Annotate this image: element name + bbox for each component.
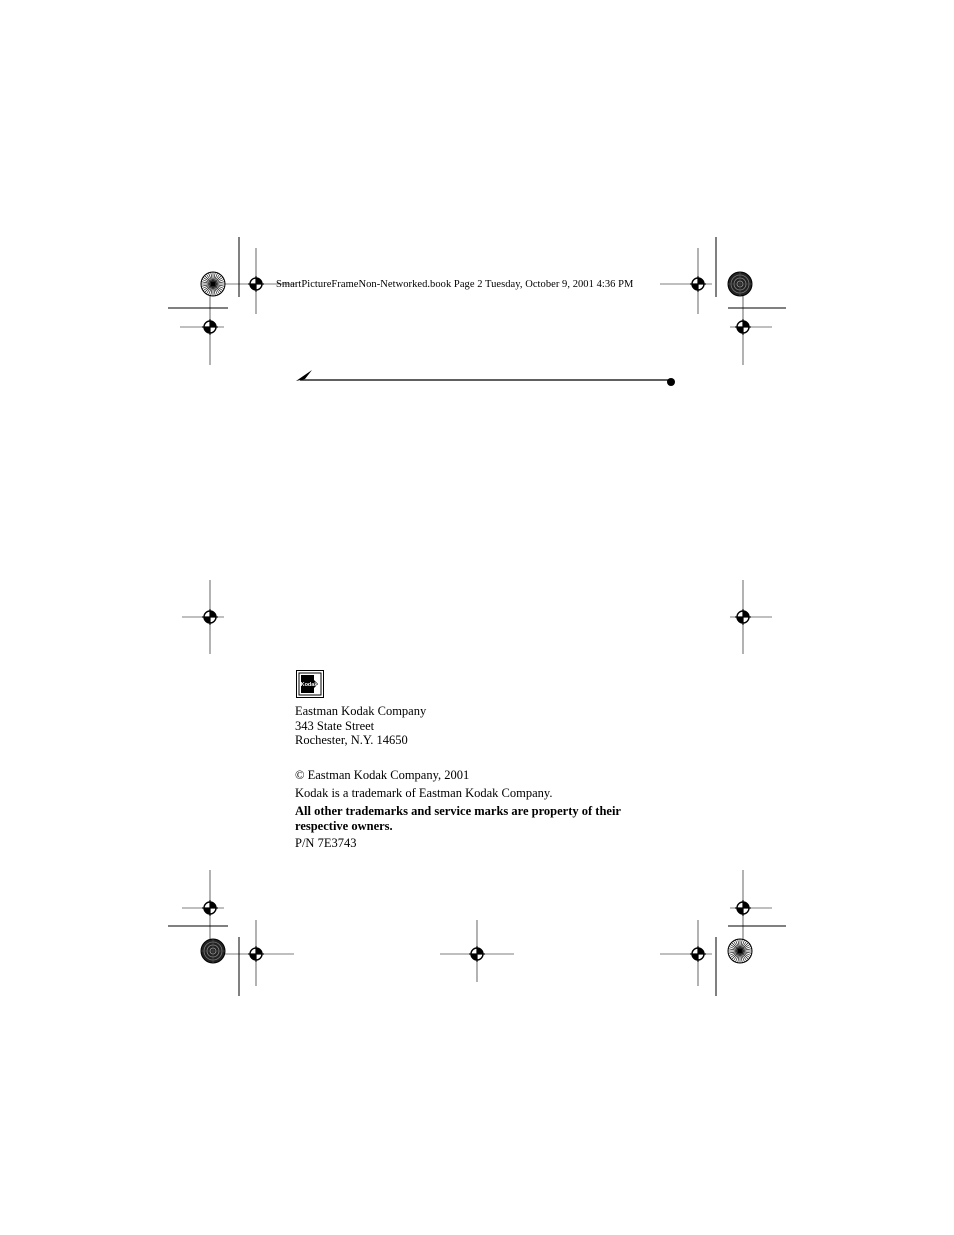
crop-mark-top-left (168, 237, 296, 365)
crop-mark-top-right (660, 237, 786, 365)
crop-mark-bottom-left (168, 870, 294, 996)
company-street: 343 State Street (295, 718, 375, 733)
kodak-logo-icon (296, 670, 324, 698)
page-rule-icon (296, 370, 675, 386)
print-info-header: SmartPictureFrameNon-Networked.book Page 2 Tuesday, October 9, 2001 4:36 PM (276, 279, 634, 290)
company-city: Rochester, N.Y. 14650 (295, 733, 408, 747)
crop-mark-middle-right (730, 580, 772, 654)
other-trademarks-notice: All other trademarks and service marks are property of their respective owners. (295, 804, 621, 833)
logo-wordmark: Kodak (300, 682, 318, 688)
legal-notices (295, 768, 655, 851)
crop-mark-bottom-center (440, 920, 514, 982)
part-number: P/N 7E3743 (295, 836, 357, 850)
company-address (295, 704, 426, 748)
crop-mark-middle-left (182, 580, 224, 654)
crop-mark-bottom-right (660, 870, 786, 996)
trademark-notice: Kodak is a trademark of Eastman Kodak Company. (295, 785, 553, 800)
copyright-notice: © Eastman Kodak Company, 2001 (295, 768, 470, 782)
company-name: Eastman Kodak Company (295, 704, 427, 718)
